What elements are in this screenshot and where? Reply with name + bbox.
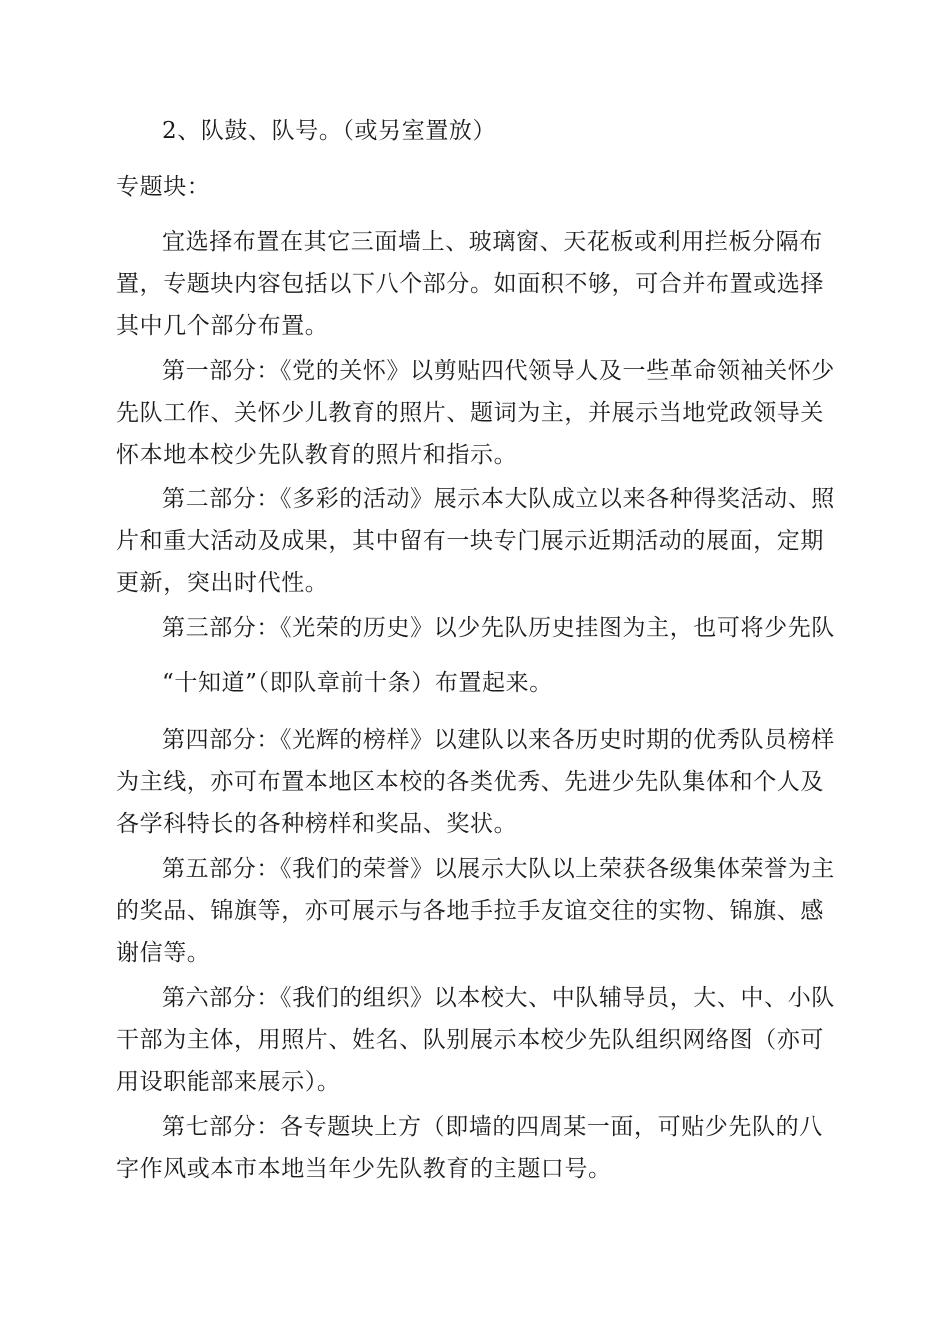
paragraph-part-1: 第一部分：《党的关怀》以剪贴四代领导人及一些革命领袖关怀少先队工作、关怀少儿教育的照片、题词为主，并展示当地党政领导关怀本地本校少先队教育的照片和指示。 [116, 358, 835, 468]
paragraph-intro: 宜选择布置在其它三面墙上、玻璃窗、天花板或利用拦板分隔布置，专题块内容包括以下八个部分。如面积不够，可合并布置或选择其中几个部分布置。 [116, 229, 824, 339]
paragraph-part-3-line-1: 第三部分：《光荣的历史》以少先队历史挂图为主，也可将少先队 [162, 615, 835, 641]
section-heading: 专题块： [116, 174, 211, 200]
paragraph-part-7: 第七部分：各专题块上方（即墙的四周某一面，可贴少先队的八字作风或本市本地当年少先队教育的主题口号。 [116, 1114, 823, 1182]
paragraph-part-3-line-2: “十知道”（即队章前十条）布置起来。 [162, 670, 553, 696]
paragraph-part-6: 第六部分：《我们的组织》以本校大、中队辅导员，大、中、小队干部为主体，用照片、姓名、队别展示本校少先队组织网络图（亦可用设职能部来展示）。 [116, 985, 835, 1095]
paragraph-part-4: 第四部分：《光辉的榜样》以建队以来各历史时期的优秀队员榜样为主线，亦可布置本地区本校的各类优秀、先进少先队集体和个人及各学科特长的各种榜样和奖品、奖状。 [116, 727, 835, 837]
paragraph-part-5: 第五部分：《我们的荣誉》以展示大队以上荣获各级集体荣誉为主的奖品、锦旗等，亦可展示与各地手拉手友谊交往的实物、锦旗、感谢信等。 [116, 856, 835, 966]
paragraph-part-2: 第二部分：《多彩的活动》展示本大队成立以来各种得奖活动、照片和重大活动及成果，其中留有一块专门展示近期活动的展面，定期更新，突出时代性。 [116, 486, 835, 596]
paragraph-drums: 2、队鼓、队号。（或另室置放） [162, 118, 497, 144]
